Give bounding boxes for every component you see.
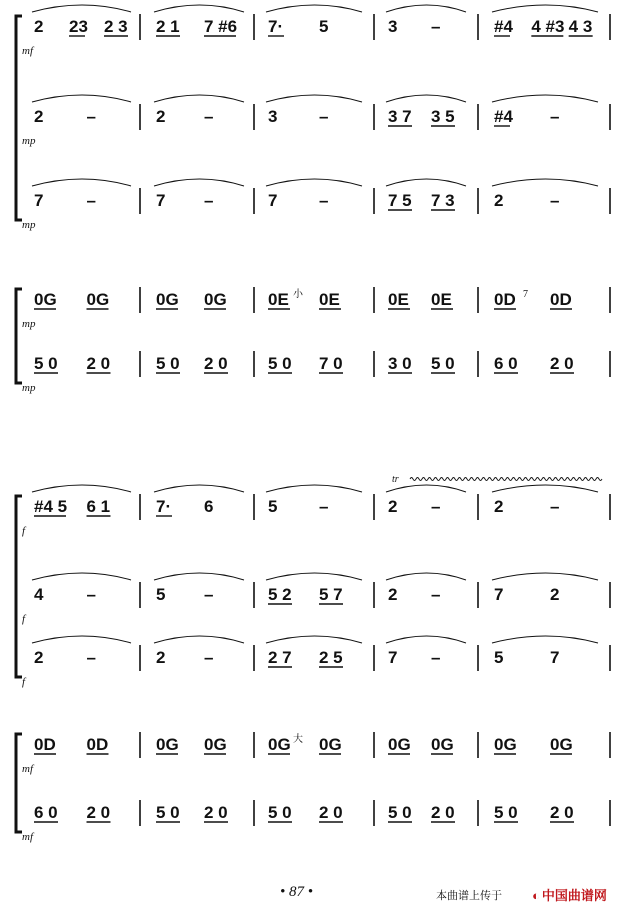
note-group: 0G — [204, 290, 227, 309]
system-bracket-upper — [16, 496, 22, 677]
note-group: 7· — [268, 17, 284, 36]
note-group: 5 0 — [34, 354, 58, 373]
note-group: #4 — [494, 17, 513, 36]
slur — [266, 485, 362, 492]
note-group: 0E — [388, 290, 409, 309]
note-group: 7 0 — [319, 354, 343, 373]
site-name: 中国曲谱网 — [541, 888, 607, 903]
note-group: 0D — [550, 290, 572, 309]
note-group: 2 — [388, 585, 398, 604]
note-group: – — [550, 497, 560, 516]
note-group: 4 #3 — [531, 17, 565, 36]
note-group: 0G — [431, 735, 454, 754]
note-group: 7 — [156, 191, 166, 210]
note-group: – — [86, 585, 96, 604]
note-group: 2 — [34, 17, 44, 36]
note-group: 5 0 — [388, 803, 412, 822]
ear-logo-icon: ◐ — [532, 888, 540, 903]
slur — [492, 636, 598, 643]
notes — [34, 17, 593, 822]
note-group: 0G — [388, 735, 411, 754]
note-group: 7 — [268, 191, 278, 210]
dynamic-marking: mp — [22, 318, 36, 330]
note-group: 0G — [204, 735, 227, 754]
slur — [386, 485, 466, 492]
annotation-mark: 大 — [293, 734, 303, 745]
slur — [32, 636, 131, 643]
note-group: – — [319, 497, 329, 516]
note-group: 5 0 — [494, 803, 518, 822]
site-logo[interactable] — [532, 885, 607, 904]
barlines — [140, 14, 610, 826]
note-group: 0G — [550, 735, 573, 754]
slur — [32, 573, 131, 580]
note-group: 2 — [388, 497, 398, 516]
slur — [492, 95, 598, 102]
note-group: #4 5 — [34, 497, 68, 516]
slur — [492, 485, 598, 492]
note-group: 2 — [34, 648, 44, 667]
note-group: 6 0 — [494, 354, 518, 373]
note-group: 2 0 — [319, 803, 343, 822]
dynamic-marking: mp — [22, 219, 36, 231]
note-group: 7 5 — [388, 191, 412, 210]
system-bracket-lower — [16, 289, 22, 383]
note-group: 7 3 — [431, 191, 455, 210]
note-group: – — [204, 648, 214, 667]
slur — [492, 573, 598, 580]
note-group: 3 — [388, 17, 398, 36]
slur — [32, 485, 131, 492]
note-group: 0G — [156, 290, 179, 309]
note-group: 0E — [431, 290, 452, 309]
slur — [386, 5, 466, 12]
note-group: – — [204, 585, 214, 604]
note-group: 7 — [494, 585, 504, 604]
slur — [32, 179, 131, 186]
note-group: 7 — [550, 648, 560, 667]
note-group: 7· — [156, 497, 172, 516]
note-group: 5 — [268, 497, 278, 516]
slur — [386, 95, 466, 102]
note-group: 5 7 — [319, 585, 343, 604]
slur — [386, 636, 466, 643]
note-group: 5 0 — [268, 803, 292, 822]
page-number: • 87 • — [280, 884, 314, 900]
slur — [386, 573, 466, 580]
note-group: 3 7 — [388, 107, 412, 126]
slur — [32, 5, 131, 12]
dynamic-marking: f — [22, 676, 26, 688]
note-group: 0G — [156, 735, 179, 754]
dynamic-marking: mf — [22, 831, 33, 843]
slur — [266, 5, 362, 12]
note-group: – — [431, 648, 441, 667]
note-group: 0G — [319, 735, 342, 754]
note-group: 5 0 — [156, 803, 180, 822]
note-group: 2 0 — [204, 354, 228, 373]
note-group: 2 — [156, 648, 166, 667]
note-group: 5 0 — [431, 354, 455, 373]
note-group: 7 — [34, 191, 44, 210]
note-group: 0D — [34, 735, 56, 754]
note-group: – — [86, 648, 96, 667]
note-group: 2 — [494, 191, 504, 210]
note-group: 0G — [86, 290, 110, 309]
note-group: 5 0 — [268, 354, 292, 373]
note-group: 2 0 — [550, 803, 574, 822]
note-group: – — [319, 107, 329, 126]
note-group: 0G — [494, 735, 517, 754]
note-group: 2 3 — [104, 17, 128, 36]
dynamic-marking: mf — [22, 45, 33, 57]
slur — [492, 179, 598, 186]
slur — [154, 95, 244, 102]
dynamic-marking: mp — [22, 382, 36, 394]
system-bracket-lower — [16, 734, 22, 832]
slur — [266, 573, 362, 580]
note-group: – — [550, 191, 560, 210]
note-group: – — [204, 107, 214, 126]
slur — [492, 5, 598, 12]
note-group: 6 0 — [34, 803, 58, 822]
dynamic-marking: mp — [22, 135, 36, 147]
note-group: 5 2 — [268, 585, 292, 604]
annotation-mark: 7 — [523, 289, 528, 300]
note-group: 6 — [204, 497, 214, 516]
note-group: 5 — [156, 585, 166, 604]
slur — [154, 573, 244, 580]
note-group: 4 3 — [568, 17, 593, 36]
note-group: – — [204, 191, 214, 210]
note-group: 2 — [550, 585, 560, 604]
note-group: 2 7 — [268, 648, 292, 667]
slur — [266, 636, 362, 643]
annotation-mark: 小 — [293, 289, 303, 300]
dynamic-marking: f — [22, 613, 26, 625]
note-group: 0E — [268, 290, 289, 309]
note-group: – — [431, 17, 441, 36]
note-group: 3 0 — [388, 354, 412, 373]
note-group: 5 — [494, 648, 504, 667]
note-group: 5 — [319, 17, 329, 36]
note-group: – — [86, 191, 96, 210]
note-group: 23 — [69, 17, 88, 36]
note-group: 2 1 — [156, 17, 180, 36]
note-group: 2 — [34, 107, 44, 126]
upload-note: 本曲谱上传于 — [436, 890, 502, 902]
note-group: 2 0 — [431, 803, 455, 822]
dynamic-marking: f — [22, 525, 26, 537]
note-group: 2 0 — [86, 803, 111, 822]
note-group: 3 — [268, 107, 278, 126]
slur — [266, 95, 362, 102]
page-footer — [0, 884, 631, 904]
score-marks — [22, 5, 602, 843]
note-group: 2 0 — [86, 354, 111, 373]
slur — [154, 5, 244, 12]
trill-mark: tr — [392, 474, 399, 485]
note-group: 6 1 — [86, 497, 111, 516]
slur — [154, 485, 244, 492]
note-group: 2 5 — [319, 648, 343, 667]
slur — [266, 179, 362, 186]
trill-wave — [410, 478, 602, 481]
note-group: 2 — [156, 107, 166, 126]
note-group: – — [431, 585, 441, 604]
note-group: 0E — [319, 290, 340, 309]
note-group: 7 — [388, 648, 398, 667]
note-group: 4 — [34, 585, 44, 604]
note-group: – — [550, 107, 560, 126]
note-group: 0D — [494, 290, 516, 309]
note-group: – — [86, 107, 96, 126]
note-group: 7 #6 — [204, 17, 238, 36]
note-group: 2 0 — [204, 803, 228, 822]
dynamic-marking: mf — [22, 763, 33, 775]
note-group: – — [431, 497, 441, 516]
note-group: 0D — [86, 735, 109, 754]
note-group: 0G — [268, 735, 291, 754]
slur — [154, 179, 244, 186]
note-group: – — [319, 191, 329, 210]
note-group: 2 — [494, 497, 504, 516]
note-group: 0G — [34, 290, 57, 309]
note-group: 5 0 — [156, 354, 180, 373]
note-group: 2 0 — [550, 354, 574, 373]
note-group: 3 5 — [431, 107, 455, 126]
slur — [32, 95, 131, 102]
slur — [154, 636, 244, 643]
note-group: #4 — [494, 107, 513, 126]
slur — [386, 179, 466, 186]
